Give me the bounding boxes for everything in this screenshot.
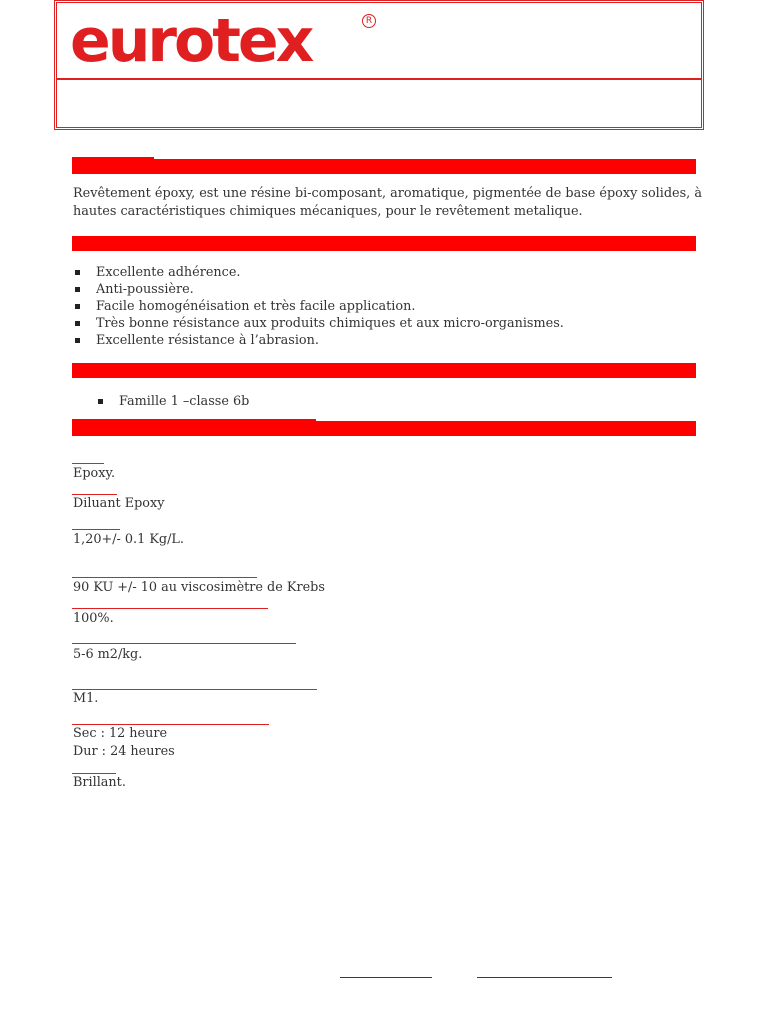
field-label-line	[72, 689, 317, 690]
spec-sechage-dur: Dur : 24 heures	[73, 744, 175, 759]
section-bar-specs	[72, 421, 696, 436]
section-bar-classification	[72, 363, 696, 378]
spec-extrait-sec: 100%.	[73, 611, 114, 626]
field-label-line	[72, 608, 268, 609]
list-item: Excellente adhérence.	[73, 264, 564, 281]
field-label-line	[72, 643, 296, 644]
footer-link-1[interactable]	[340, 977, 432, 978]
list-item: Très bonne résistance aux produits chimiques et aux micro-organismes.	[73, 315, 564, 332]
spec-sechage-sec: Sec : 12 heure	[73, 726, 168, 741]
spec-reaction-feu: M1.	[73, 691, 99, 706]
spec-aspect: Brillant.	[73, 775, 126, 790]
classification-list	[96, 393, 249, 410]
list-item: Famille 1 –classe 6b	[96, 393, 249, 410]
field-label-line	[72, 463, 104, 464]
spec-diluant: Diluant Epoxy	[73, 496, 165, 511]
registered-icon: R	[362, 14, 376, 28]
spec-viscosite: 90 KU +/- 10 au viscosimètre de Krebs	[73, 580, 325, 595]
brand-logo: eurotex	[70, 6, 312, 76]
list-item: Excellente résistance à l’abrasion.	[73, 332, 564, 349]
header-divider	[56, 78, 702, 80]
spec-rendement: 5-6 m2/kg.	[73, 647, 143, 662]
footer-link-2[interactable]	[477, 977, 612, 978]
spec-liant: Epoxy.	[73, 466, 116, 481]
field-label-line	[72, 529, 120, 530]
list-item: Anti-poussière.	[73, 281, 564, 298]
features-list	[73, 264, 564, 349]
list-item: Facile homogénéisation et très facile application.	[73, 298, 564, 315]
section-bar-features	[72, 236, 696, 251]
spec-densite: 1,20+/- 0.1 Kg/L.	[73, 532, 184, 547]
field-label-line	[72, 577, 257, 578]
description-text: Revêtement époxy, est une résine bi-composant, aromatique, pigmentée de base époxy solides, à hautes caractéristiques chimiques mécaniques, pour le revêtement metalique.	[73, 186, 702, 219]
section-bar-description	[72, 159, 696, 174]
